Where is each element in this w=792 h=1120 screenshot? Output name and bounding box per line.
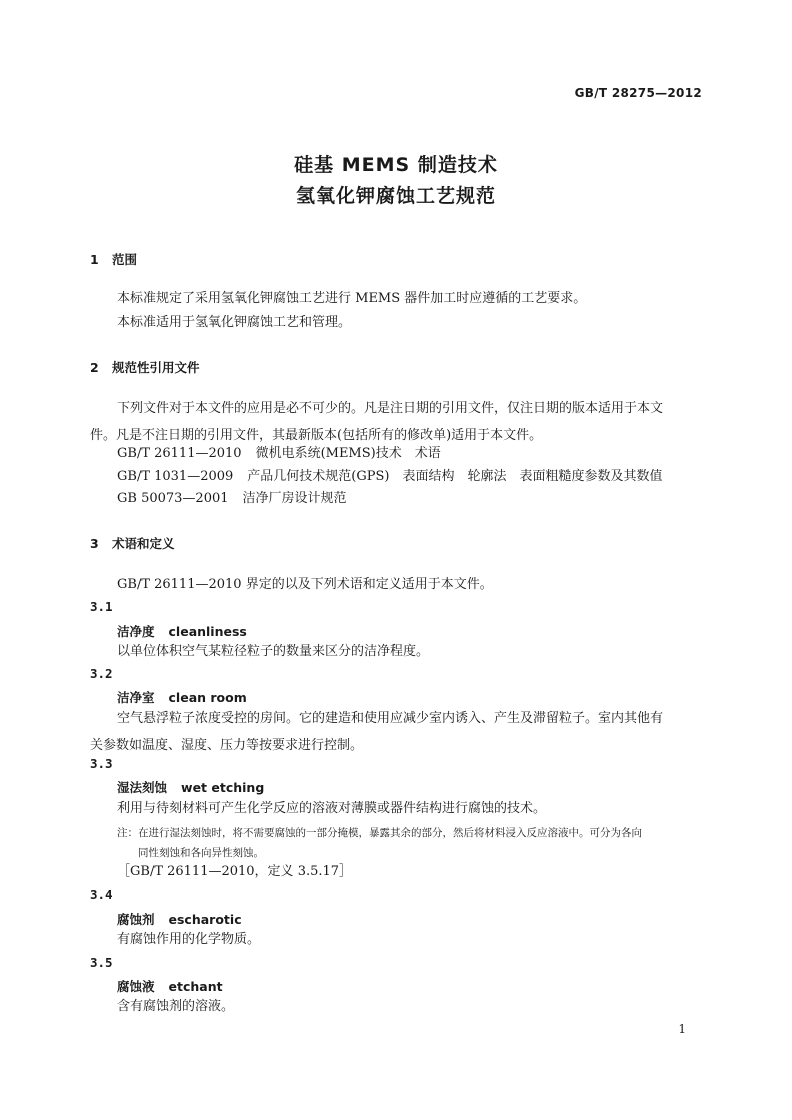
term-definition: 空气悬浮粒子浓度受控的房间。它的建造和使用应减少室内诱入、产生及滞留粒子。室内其他有 — [117, 711, 664, 726]
term-zh: 腐蚀液 — [117, 979, 155, 994]
term-zh: 洁净室 — [117, 690, 155, 705]
section-title: 规范性引用文件 — [112, 360, 200, 375]
section-3-intro: GB/T 26111—2010 界定的以及下列术语和定义适用于本文件。 — [117, 577, 493, 592]
reference-title: 产品几何技术规范(GPS) 表面结构 轮廓法 表面粗糙度参数及其数值 — [247, 469, 663, 484]
standard-code: GB/T 28275—2012 — [574, 86, 702, 100]
section-1-heading — [90, 250, 137, 268]
term-zh: 湿法刻蚀 — [117, 780, 168, 795]
term-en: etchant — [168, 979, 223, 994]
term-definition: 以单位体积空气某粒径粒子的数量来区分的洁净程度。 — [117, 644, 430, 659]
term-number: 3.3 — [90, 756, 113, 771]
section-title: 范围 — [112, 252, 138, 267]
term-en: clean room — [168, 690, 247, 705]
section-number: 1 — [90, 252, 99, 267]
section-2-heading — [90, 358, 200, 376]
section-1-paragraph-2: 本标准适用于氢氧化钾腐蚀工艺和管理。 — [117, 315, 352, 330]
term-note-line2: 同性刻蚀和各向异性刻蚀。 — [138, 847, 264, 859]
term-source: ［GB/T 26111—2010，定义 3.5.17］ — [117, 864, 353, 879]
term-definition: 利用与待刻材料可产生化学反应的溶液对薄膜或器件结构进行腐蚀的技术。 — [117, 801, 547, 816]
page-number: 1 — [678, 1022, 686, 1036]
reference-item — [117, 446, 441, 462]
term-heading — [117, 622, 247, 640]
term-definition: 有腐蚀作用的化学物质。 — [117, 932, 261, 947]
term-note-line1: 注：在进行湿法刻蚀时，将不需要腐蚀的一部分掩模，暴露其余的部分，然后将材料浸入反应溶液中。可分为各向 — [117, 827, 642, 839]
term-en: cleanliness — [168, 624, 247, 639]
term-definition: 含有腐蚀剂的溶液。 — [117, 999, 235, 1014]
section-title: 术语和定义 — [112, 536, 175, 551]
section-number: 2 — [90, 360, 99, 375]
reference-item — [117, 469, 662, 485]
term-number: 3.2 — [90, 666, 113, 681]
term-number: 3.4 — [90, 887, 113, 902]
section-1-paragraph-1: 本标准规定了采用氢氧化钾腐蚀工艺进行 MEMS 器件加工时应遵循的工艺要求。 — [117, 291, 587, 306]
reference-item — [117, 491, 347, 507]
reference-code: GB 50073—2001 — [117, 491, 229, 506]
term-zh: 洁净度 — [117, 624, 155, 639]
term-number: 3.5 — [90, 955, 113, 970]
section-2-paragraph-line1: 下列文件对于本文件的应用是必不可少的。凡是注日期的引用文件，仅注日期的版本适用于本文 — [117, 401, 664, 416]
term-number: 3.1 — [90, 599, 113, 614]
term-heading — [117, 778, 264, 796]
reference-code: GB/T 26111—2010 — [117, 446, 242, 461]
reference-title: 洁净厂房设计规范 — [242, 491, 347, 506]
term-heading — [117, 977, 223, 995]
section-3-heading — [90, 534, 175, 552]
document-title-line1: 硅基 MEMS 制造技术 — [294, 154, 498, 176]
term-heading — [117, 910, 242, 928]
term-zh: 腐蚀剂 — [117, 912, 155, 927]
section-2-paragraph-line2: 件。凡是不注日期的引用文件，其最新版本(包括所有的修改单)适用于本文件。 — [90, 428, 543, 443]
reference-code: GB/T 1031—2009 — [117, 469, 234, 484]
document-title-line2: 氢氧化钾腐蚀工艺规范 — [295, 185, 496, 207]
term-heading — [117, 688, 247, 706]
reference-title: 微机电系统(MEMS)技术 术语 — [255, 446, 441, 461]
term-en: wet etching — [181, 780, 265, 795]
section-number: 3 — [90, 536, 99, 551]
term-definition-cont: 关参数如温度、湿度、压力等按要求进行控制。 — [90, 738, 364, 753]
term-en: escharotic — [168, 912, 242, 927]
